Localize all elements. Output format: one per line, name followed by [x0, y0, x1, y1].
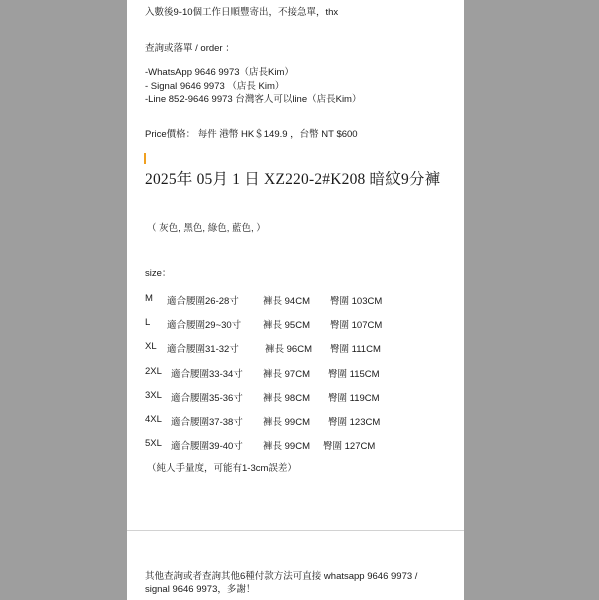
size-length: 褲長 99CM — [263, 417, 310, 428]
size-length: 褲長 96CM — [265, 344, 312, 355]
size-code: 4XL — [145, 414, 162, 425]
size-waist: 適合腰圍39-40寸 — [171, 441, 243, 452]
size-label: size： — [145, 268, 172, 279]
price-text: Price價格： 每件 港幣 HK＄149.9 ，台幣 NT $600 — [145, 129, 358, 140]
size-waist: 適合腰圍35-36寸 — [171, 393, 243, 404]
shipping-note: 入數後9-10個工作日順豐寄出，不接急單，thx — [145, 7, 339, 18]
contact-line: -Line 852-9646 9973 台灣客人可以line（店長Kim） — [145, 94, 362, 105]
contact-title: 查詢或落單 / order ： — [145, 43, 235, 54]
size-code: 2XL — [145, 366, 162, 377]
page-divider — [127, 530, 464, 531]
product-heading: 2025年 05月 1 日 XZ220-2#K208 暗紋9分褲 — [145, 171, 441, 188]
size-waist: 適合腰圍37-38寸 — [171, 417, 243, 428]
size-length: 褲長 99CM — [263, 441, 310, 452]
size-hip: 臀圍 119CM — [328, 393, 380, 404]
size-hip: 臀圍 103CM — [330, 296, 383, 307]
footer-line-1: 其他查詢或者查詢其他6種付款方法可直接 whatsapp 9646 9973 / — [145, 571, 418, 582]
contact-whatsapp: -WhatsApp 9646 9973（店長Kim） — [145, 67, 294, 78]
size-code: XL — [145, 341, 157, 352]
size-waist: 適合腰圍26-28寸 — [167, 296, 239, 307]
size-code: 3XL — [145, 390, 162, 401]
size-waist: 適合腰圍29~30寸 — [167, 320, 242, 331]
size-code: M — [145, 293, 153, 304]
size-length: 褲長 98CM — [263, 393, 310, 404]
size-code: 5XL — [145, 438, 162, 449]
size-hip: 臀圍 111CM — [330, 344, 381, 355]
size-length: 褲長 95CM — [263, 320, 310, 331]
text-cursor — [144, 153, 146, 164]
color-options: （ 灰色, 黑色, 綠色, 藍色, ） — [147, 223, 266, 234]
size-length: 褲長 97CM — [263, 369, 310, 380]
measurement-note: （純人手量度，可能有1-3cm誤差） — [147, 463, 297, 474]
footer-line-2: signal 9646 9973，多謝！ — [145, 584, 256, 595]
size-waist: 適合腰圍31-32寸 — [167, 344, 239, 355]
size-hip: 臀圍 115CM — [328, 369, 380, 380]
size-code: L — [145, 317, 151, 328]
contact-signal: - Signal 9646 9973 （店長 Kim） — [145, 81, 285, 92]
size-length: 褲長 94CM — [263, 296, 310, 307]
size-hip: 臀圍 107CM — [330, 320, 383, 331]
size-waist: 適合腰圍33-34寸 — [171, 369, 243, 380]
size-hip: 臀圍 123CM — [328, 417, 381, 428]
size-hip: 臀圍 127CM — [323, 441, 376, 452]
